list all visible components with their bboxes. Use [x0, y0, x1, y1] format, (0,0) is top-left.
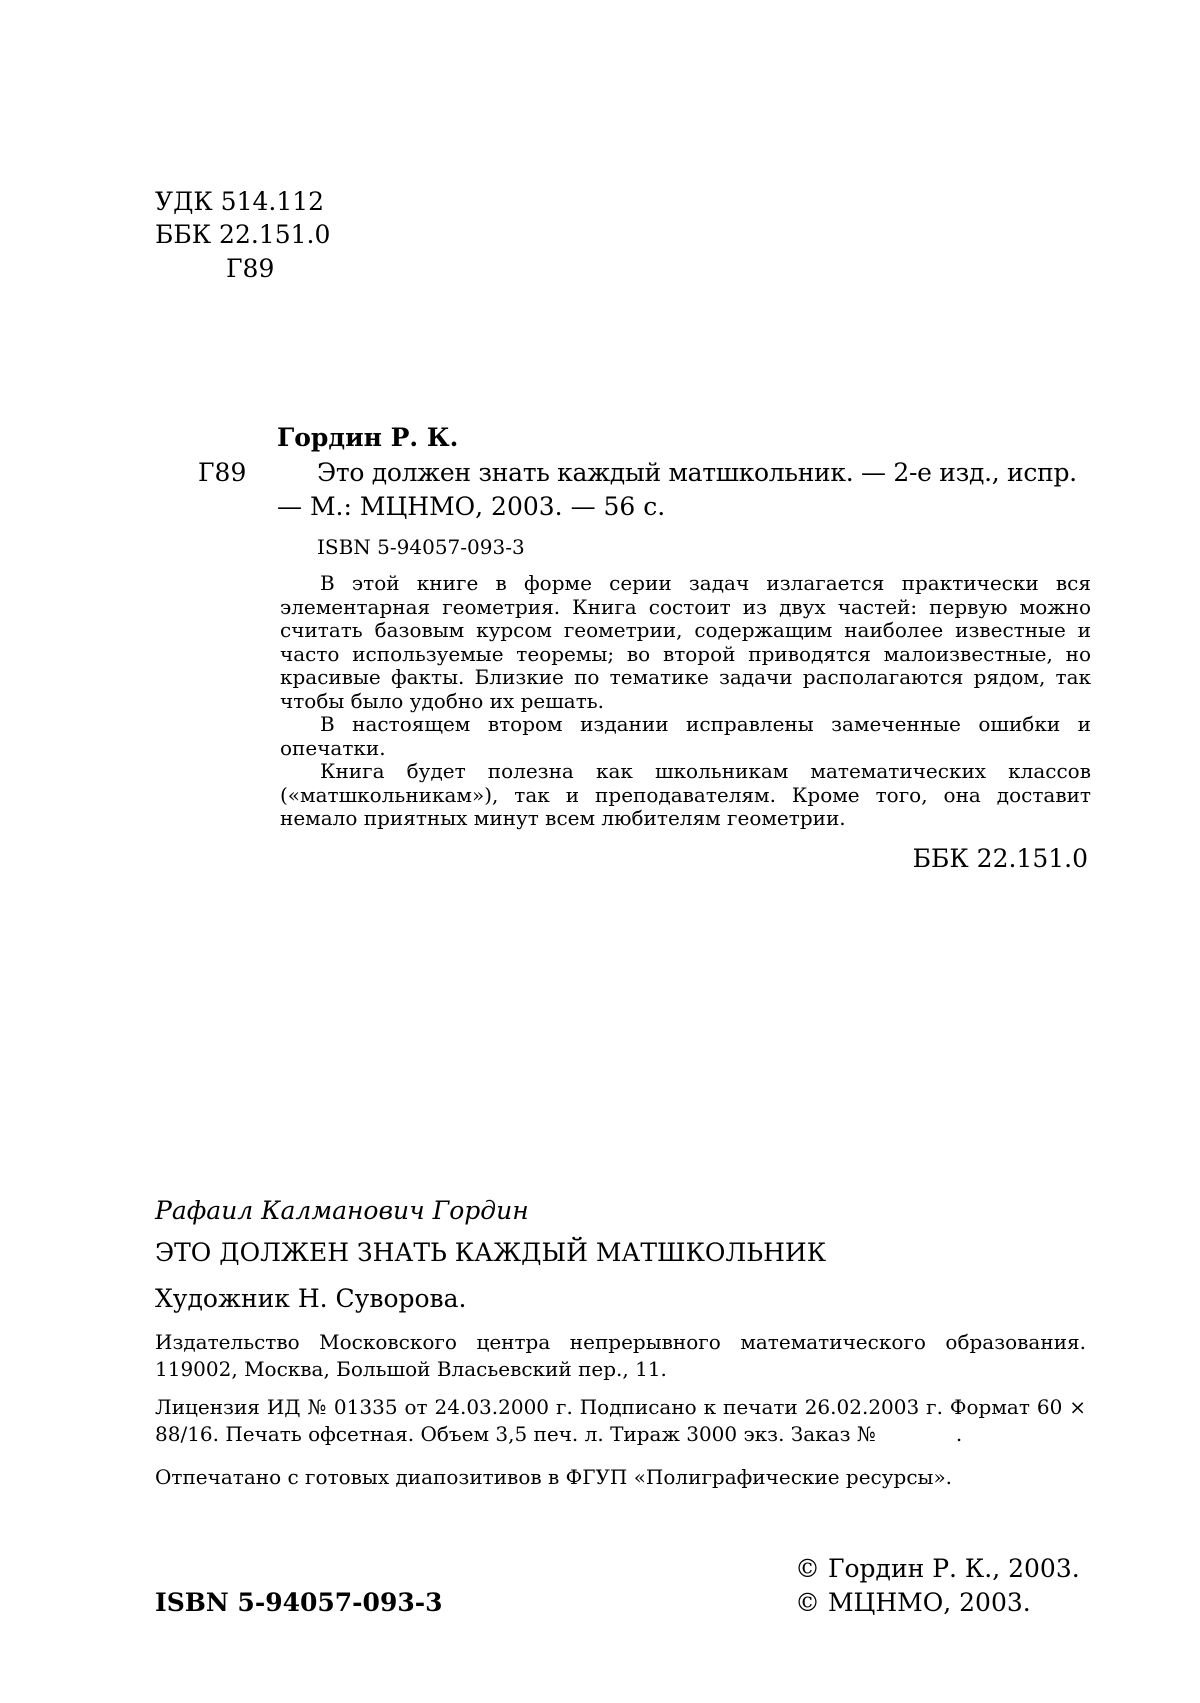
author-mark: Г89	[226, 254, 275, 283]
copyright-author: © Гордин Р. К., 2003.	[795, 1554, 1080, 1583]
copyright-publisher: © МЦНМО, 2003.	[795, 1588, 1031, 1617]
udk-code: УДК 514.112	[155, 187, 325, 216]
annotation-paragraph: В этой книге в форме серии задач излагается практически вся элементарная геометрия. Книга состоит из двух частей: первую можно считать базовым курсом геометрии, содержащим наиболее известные и часто используемые теоремы; во второй приводятся малоизвестные, но красивые факты. Близкие по тематике задачи располагаются рядом, так чтобы было удобно их решать.	[280, 571, 1091, 713]
bibliographic-bbk: ББК 22.151.0	[912, 844, 1088, 873]
bibliographic-title: Это должен знать каждый матшкольник. — 2-е изд., испр.	[317, 458, 1077, 487]
bibliographic-isbn: ISBN 5-94057-093-3	[317, 535, 525, 559]
imprint-printed: Отпечатано с готовых диапозитивов в ФГУП «Полиграфические ресурсы».	[155, 1465, 953, 1489]
publisher-text: Издательство Московского центра непрерывного математического образования. 119002, Москва, Большой Власьевский пер., 11.	[155, 1330, 1086, 1381]
annotation-paragraph: Книга будет полезна как школьникам математических классов («матшкольникам»), так и преподавателям. Кроме того, она доставит немало приятных минут всем любителям геометрии.	[280, 759, 1091, 830]
imprint-publisher	[155, 1329, 1086, 1383]
license-end: .	[955, 1422, 963, 1446]
bibliographic-author-mark: Г89	[198, 458, 247, 487]
imprint-author: Рафаил Калманович Гордин	[155, 1196, 529, 1225]
annotation-paragraph: В настоящем втором издании исправлены замеченные ошибки и опечатки.	[280, 712, 1091, 760]
license-main: Лицензия ИД № 01335 от 24.03.2000 г. Подписано к печати 26.02.2003 г. Формат 60 × 88/16. Печать офсетная. Объем 3,5 печ. л. Тираж 3000 экз. Заказ №	[155, 1395, 1086, 1446]
imprint-license	[155, 1394, 1086, 1448]
imprint-title: ЭТО ДОЛЖЕН ЗНАТЬ КАЖДЫЙ МАТШКОЛЬНИК	[155, 1238, 827, 1267]
bibliographic-author: Гордин Р. К.	[277, 423, 459, 452]
bbk-code: ББК 22.151.0	[155, 220, 331, 249]
imprint-artist: Художник Н. Суворова.	[155, 1284, 467, 1313]
bibliographic-imprint: — М.: МЦНМО, 2003. — 56 с.	[277, 492, 666, 521]
footer-isbn: ISBN 5-94057-093-3	[155, 1588, 443, 1617]
license-text	[155, 1394, 1086, 1448]
annotation	[280, 572, 1091, 831]
